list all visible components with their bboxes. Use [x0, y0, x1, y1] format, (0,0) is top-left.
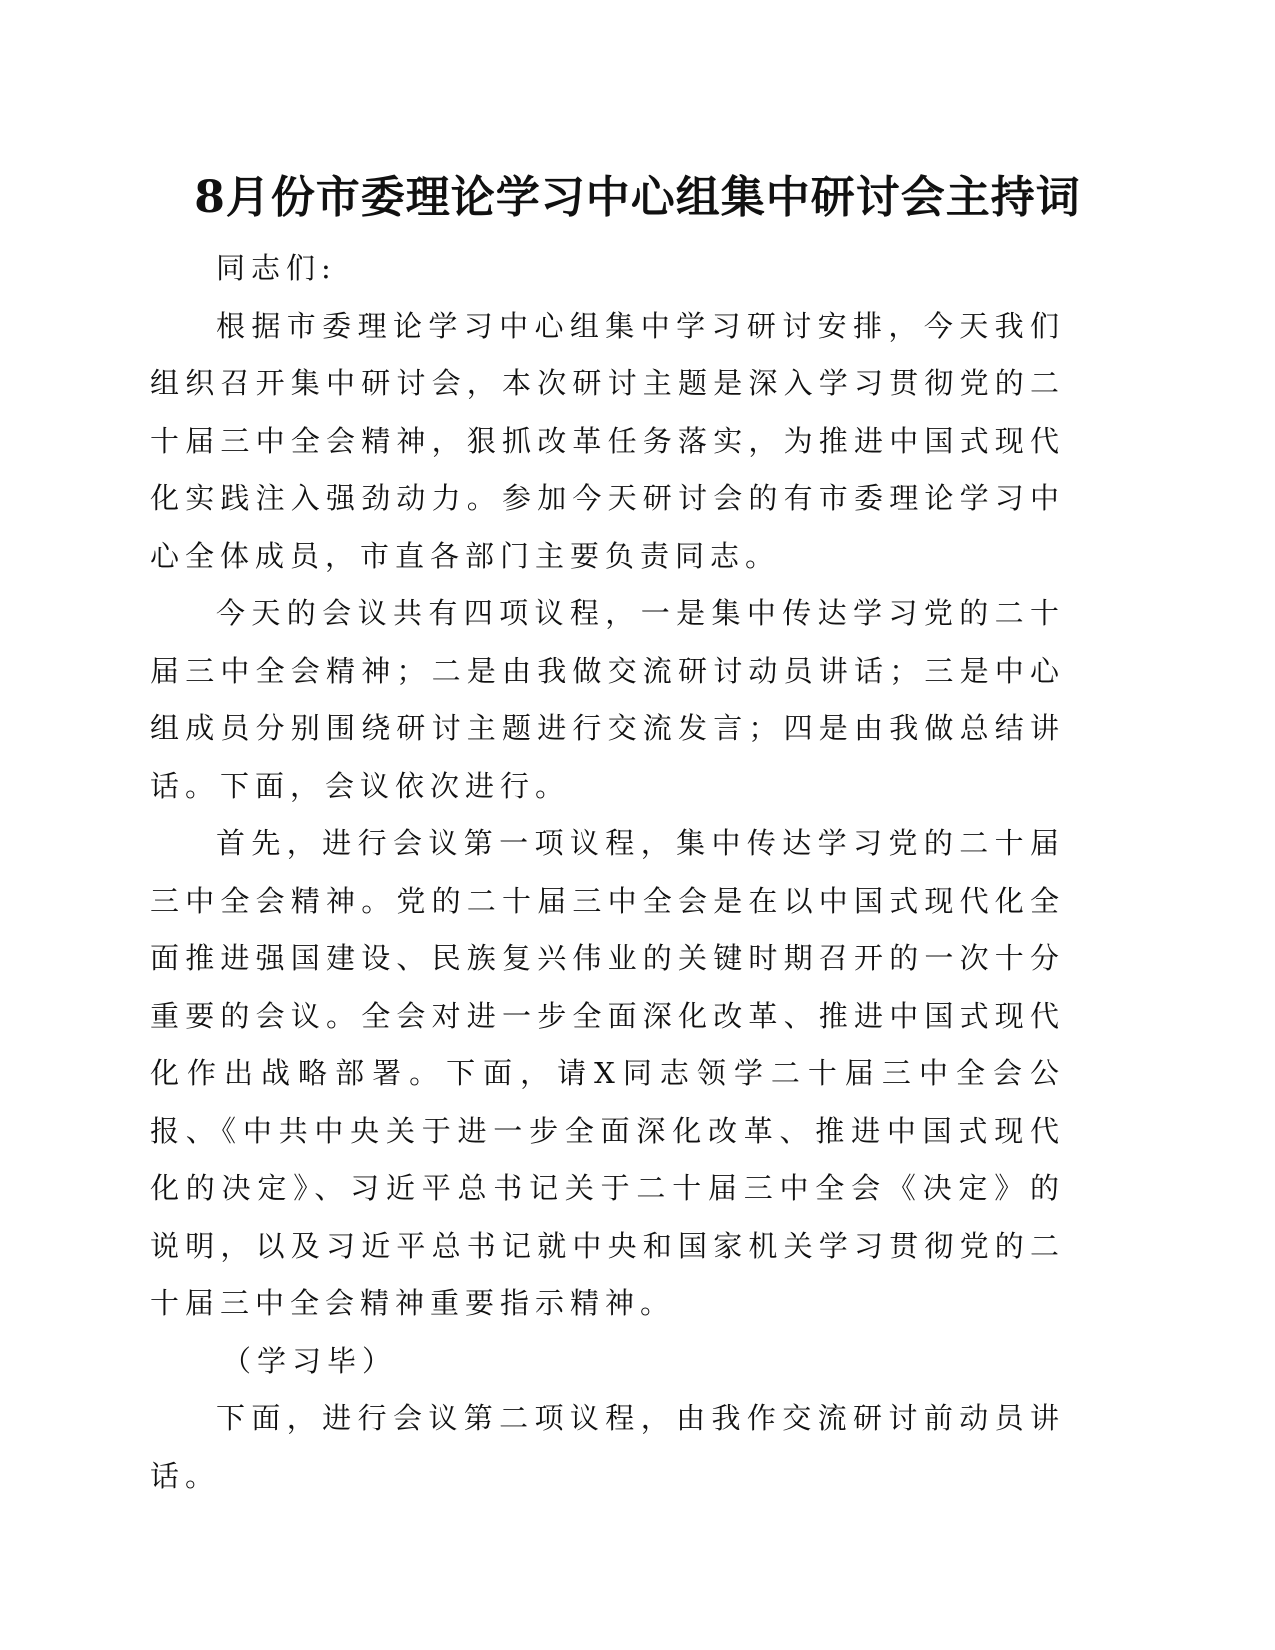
paragraph-study-note: （学习毕） [222, 1343, 398, 1378]
paragraph-agenda: 今天的会议共有四项议程，一是集中传达学习党的二十届三中全会精神；二是由我做交流研讨动员讲话；三是中心组成员分别围绕研讨主题进行交流发言；四是由我做总结讲话。下面，会议依次进行。 [150, 596, 1065, 803]
salutation: 同志们: [216, 251, 337, 285]
paragraph-second-item: 下面，进行会议第二项议程，由我作交流研讨前动员讲话。 [150, 1401, 1065, 1493]
document-title: 8月份市委理论学习中心组集中研讨会主持词 [194, 172, 1081, 223]
paragraph-first-item: 首先，进行会议第一项议程，集中传达学习党的二十届三中全会精神。党的二十届三中全会是在以中国式现代化全面推进强国建设、民族复兴伟业的关键时期召开的一次十分重要的会议。全会对进一步全面深化改革、推进中国式现代化作出战略部署。下面，请X同志领学二十届三中全会公报、《中共中央关于进一步全面深化改革、推进中国式现代化的决定》、习近平总书记关于二十届三中全会《决定》的说明，以及习近平总书记就中央和国家机关学习贯彻党的二十届三中全会精神重要指示精神。 [150, 826, 1065, 1320]
document-body [150, 240, 1065, 1505]
paragraph-intro: 根据市委理论学习中心组集中学习研讨安排，今天我们组织召开集中研讨会，本次研讨主题是深入学习贯彻党的二十届三中全会精神，狠抓改革任务落实，为推进中国式现代化实践注入强劲动力。参加今天研讨会的有市委理论学习中心全体成员，市直各部门主要负责同志。 [150, 308, 1065, 573]
